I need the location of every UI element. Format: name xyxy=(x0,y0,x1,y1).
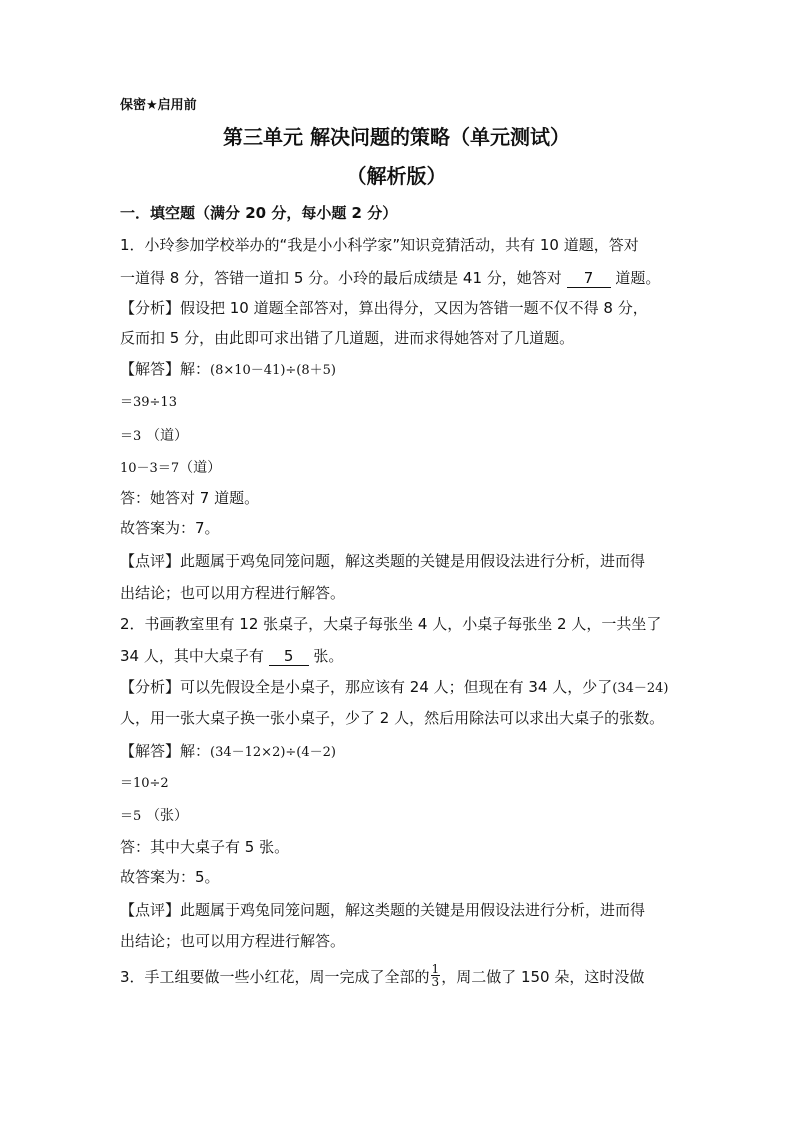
q2-step-2-math: ＝5 xyxy=(120,809,142,824)
q2-line-2-text: 34 人，其中大桌子有 xyxy=(120,647,264,665)
q2-step-1: ＝10÷2 xyxy=(120,776,169,791)
q1-comment-1: 【点评】此题属于鸡兔同笼问题，解这类题的关键是用假设法进行分析，进而得 xyxy=(120,552,646,570)
q2-answer-blank: 5 xyxy=(269,647,309,666)
q2-analysis-1 xyxy=(120,677,668,699)
document-title: 第三单元 解决问题的策略（单元测试） xyxy=(223,125,570,149)
q2-step-2 xyxy=(120,805,188,827)
q1-line-1: 1．小玲参加学校举办的“我是小小科学家”知识竞猜活动，共有 10 道题，答对 xyxy=(120,236,639,254)
q2-solution xyxy=(120,741,336,763)
q2-final-answer: 故答案为：5。 xyxy=(120,868,220,886)
q1-step-3-math: 10－3＝7 xyxy=(120,461,180,476)
q1-step-2-unit: （道） xyxy=(146,428,189,444)
q3-line-1-text: 3．手工组要做一些小红花，周一完成了全部的 xyxy=(120,968,430,986)
q2-solution-expression: (34－12×2)÷(4－2) xyxy=(210,745,336,760)
q2-analysis-1-math: (34－24) xyxy=(612,681,669,696)
q1-step-2 xyxy=(120,425,188,447)
q2-line-1: 2．书画教室里有 12 张桌子，大桌子每张坐 4 人，小桌子每张坐 2 人，一共坐了 xyxy=(120,615,662,633)
q1-step-3 xyxy=(120,457,221,479)
q1-line-2-text: 一道得 8 分，答错一道扣 5 分。小玲的最后成绩是 41 分，她答对 xyxy=(120,269,562,287)
section-heading: 一．填空题（满分 20 分，每小题 2 分） xyxy=(120,204,398,222)
q1-step-3-unit: （道） xyxy=(179,460,222,476)
q3-fraction xyxy=(431,963,441,988)
q2-step-2-unit: （张） xyxy=(146,808,189,824)
confidential-label: 保密★启用前 xyxy=(120,98,197,113)
q1-reply: 答：她答对 7 道题。 xyxy=(120,489,260,507)
q1-analysis-1: 【分析】假设把 10 道题全部答对，算出得分，又因为答错一题不仅不得 8 分， xyxy=(120,299,648,317)
q1-solution-label: 【解答】解： xyxy=(120,360,211,378)
q1-comment-2: 出结论；也可以用方程进行解答。 xyxy=(120,584,346,602)
q1-solution xyxy=(120,359,336,381)
q3-fraction-numerator: 1 xyxy=(431,962,440,976)
q1-step-2-math: ＝3 xyxy=(120,429,142,444)
q2-line-2-tail: 张。 xyxy=(313,647,344,665)
q2-comment-2: 出结论；也可以用方程进行解答。 xyxy=(120,932,346,950)
q3-line-1-tail: ，周二做了 150 朵，这时没做 xyxy=(441,968,645,986)
q3-line-1 xyxy=(120,962,645,990)
q2-reply: 答：其中大桌子有 5 张。 xyxy=(120,838,290,856)
q1-step-1: ＝39÷13 xyxy=(120,395,177,410)
q2-comment-1: 【点评】此题属于鸡兔同笼问题，解这类题的关键是用假设法进行分析，进而得 xyxy=(120,901,646,919)
q1-answer-blank: 7 xyxy=(567,269,611,288)
q2-solution-label: 【解答】解： xyxy=(120,742,211,760)
q1-solution-expression: (8×10－41)÷(8＋5) xyxy=(210,363,336,378)
q1-line-2-tail: 道题。 xyxy=(615,269,661,287)
q1-analysis-2: 反而扣 5 分，由此即可求出错了几道题，进而求得她答对了几道题。 xyxy=(120,329,575,347)
q1-line-2 xyxy=(120,268,660,288)
q1-final-answer: 故答案为：7。 xyxy=(120,519,220,537)
q2-analysis-1-text: 【分析】可以先假设全是小桌子，那应该有 24 人；但现在有 34 人，少了 xyxy=(120,678,613,696)
q2-line-2 xyxy=(120,646,343,666)
q3-fraction-denominator: 3 xyxy=(431,975,440,989)
q2-analysis-2: 人，用一张大桌子换一张小桌子，少了 2 人，然后用除法可以求出大桌子的张数。 xyxy=(120,709,665,727)
document-subtitle: （解析版） xyxy=(346,164,447,188)
